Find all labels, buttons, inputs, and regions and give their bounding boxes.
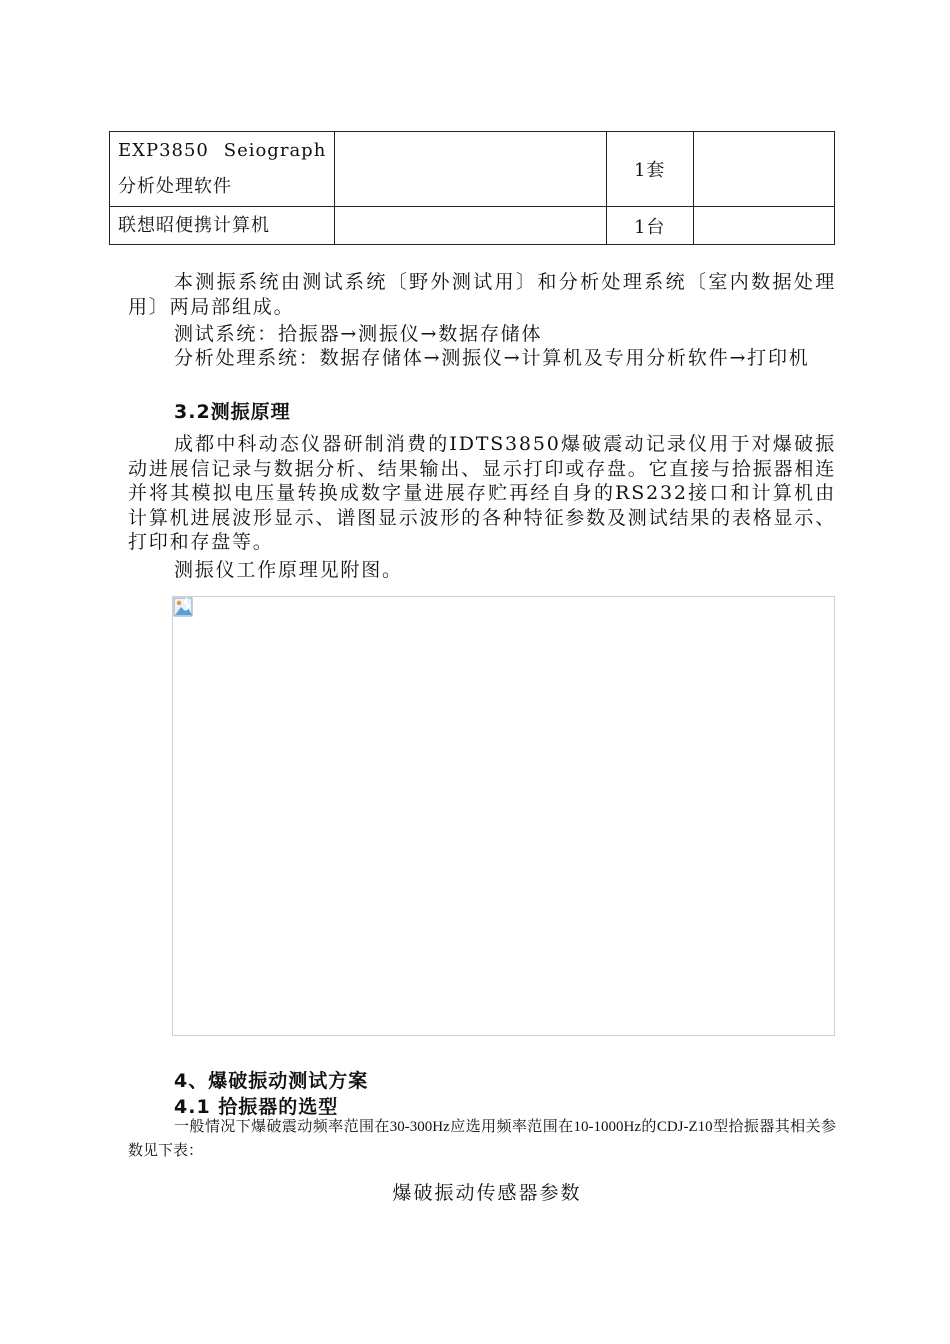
broken-image-icon (173, 597, 195, 619)
section-4-heading: 4、爆破振动测试方案 (174, 1070, 369, 1092)
system-intro-paragraph: 本测振系统由测试系统〔野外测试用〕和分析处理系统〔室内数据处理用〕两局部组成。 (128, 271, 836, 318)
principle-paragraph: 成都中科动态仪器研制消费的IDTS3850爆破震动记录仪用于对爆破振动进展信记录与数据分析、结果输出、显示打印或存盘。它直接与拾振器相连并将其模拟电压量转换成数字量进展存贮再经自身的RS232接口和计算机由计算机进展波形显示、谱图显示波形的各种特征参数及测试结果的表格显示、打印和存盘等。 (128, 433, 836, 553)
equipment-quantity-cell: 1台 (606, 207, 693, 245)
equipment-table (109, 131, 835, 245)
sensor-selection-paragraph: 一般情况下爆破震动频率范围在30-300Hz应选用频率范围在10-1000Hz的CDJ-Z10型拾振器其相关参数见下表： (128, 1119, 836, 1159)
equipment-spec-cell (335, 132, 606, 207)
equipment-note-cell (693, 207, 834, 245)
equipment-quantity-cell: 1套 (606, 132, 693, 207)
equipment-model-name: Seiograph (223, 140, 327, 161)
table-row (110, 207, 835, 245)
equipment-model: EXP3850 (118, 140, 209, 161)
section-3-2-heading: 3.2测振原理 (174, 401, 291, 423)
equipment-spec-cell (335, 207, 606, 245)
analysis-system-line: 分析处理系统：数据存储体→测振仪→计算机及专用分析软件→打印机 (174, 347, 810, 369)
test-system-line: 测试系统：拾振器→测振仪→数据存储体 (174, 323, 543, 345)
equipment-name-cell (110, 132, 335, 207)
figure-reference: 测振仪工作原理见附图。 (174, 559, 403, 581)
equipment-description: 分析处理软件 (118, 176, 232, 197)
table-row (110, 132, 835, 207)
principle-figure-placeholder (172, 596, 835, 1036)
table-caption: 爆破振动传感器参数 (392, 1182, 582, 1204)
equipment-note-cell (693, 132, 834, 207)
section-4-1-heading: 4.1 拾振器的选型 (174, 1096, 339, 1118)
equipment-name-cell: 联想昭便携计算机 (110, 207, 335, 245)
